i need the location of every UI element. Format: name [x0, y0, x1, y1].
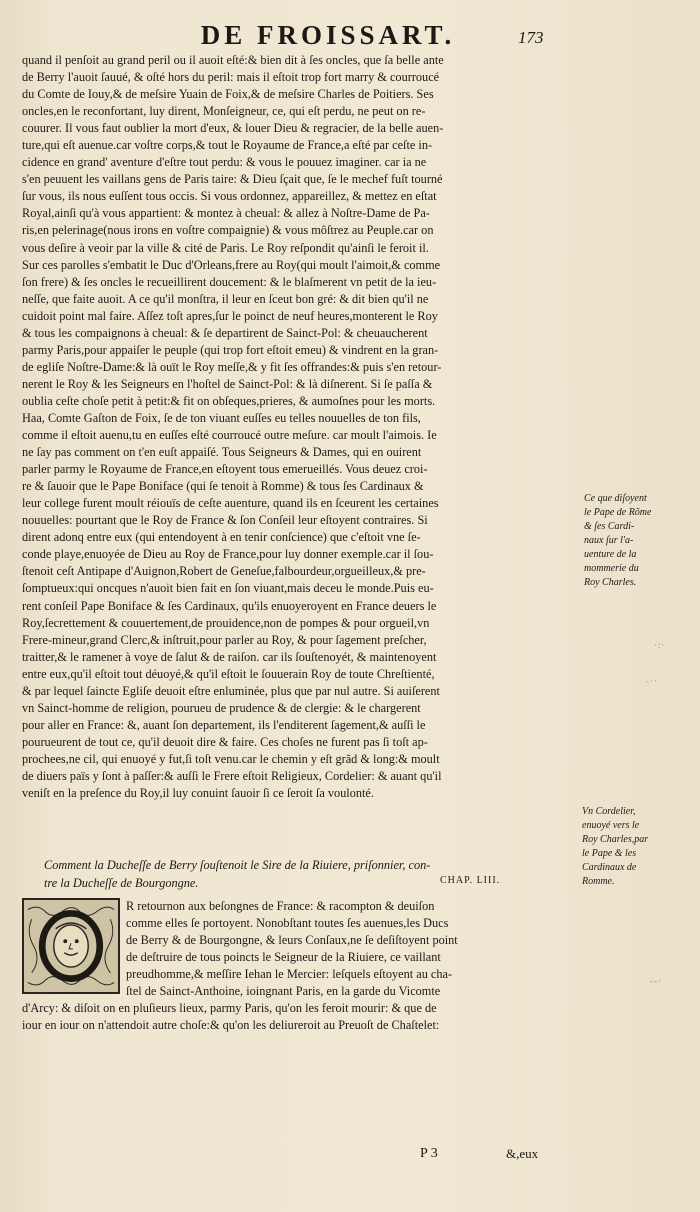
- margin-note-line: Cardinaux de: [582, 862, 637, 873]
- chapter-heading-line: tre la Ducheſſe de Bourgongne.: [44, 875, 199, 890]
- chapter-text-line: de Berry & de Bourgongne, & leurs Conſaux,ne ſe deſiſtoyent point: [126, 933, 458, 948]
- text-line: ſomptueux:qui oncques n'auoit bien fait en ſon viuant,mais deceu le monde.Puis eu-: [22, 581, 434, 596]
- text-line: de Berry l'auoit ſauué, & oſté hors du peril: mais il eſtoit trop fort marry & courroucé: [22, 70, 440, 85]
- text-line: & par lequel ſaincte Egliſe deuoit eſtre enluminée, plus que par nul autre. Si auiſerent: [22, 683, 440, 698]
- text-line: pour aller en France: &, auant ſon departement, ils l'enditerent ſagement,& auſſi le: [22, 717, 426, 732]
- text-line: veniſt en la preſence du Roy,il luy conuint ſauoir ſi ce ſeroit ſa voulonté.: [22, 786, 374, 801]
- text-line: entre eux,qu'il eſtoit tout déuoyé,& qu'il eſtoit le ſouuerain Roy de toute Chreſtienté,: [22, 666, 435, 681]
- chapter-text-line: R retournon aux beſongnes de France: & racompton & deuiſon: [126, 899, 435, 913]
- text-line: oncles,en le reconfortant, luy dirent, Monſeigneur, ce, qui eſt perdu, ne peut on re-: [22, 104, 426, 119]
- text-line: oublia ceſte choſe petit à petit:& fit on obſeques,prieres, & aumoſnes pour les morts.: [22, 393, 436, 408]
- chapter-text-line: preudhomme,& meſſire Iehan le Mercier: leſquels eſtoyent au cha-: [126, 967, 453, 982]
- text-line: nouuelles: pourtant que le Roy de France & ſon Conſeil leur eſtoyent contraires. Si: [22, 513, 428, 528]
- text-line: ſur vous, ils nous euſſent tous occis. Si vous ordonnez, appareillez, & mettez en eſtat: [22, 189, 437, 204]
- text-line: ris,en pelerinage(nous irons en voſtre compaignie) & vous môſtrez au Peuple.car on: [22, 223, 434, 238]
- text-line: neſſe, que faite auoit. A ce qu'il monſtra, il leur en ſceut bon gré: & dit bien qu'il ne: [22, 291, 429, 306]
- margin-note-line: Roy Charles,par: [582, 834, 649, 845]
- text-line: cuidoit point mal faire. Aſſez toſt apres,ſur le poinct de neuf heures,monterent le Roy: [22, 308, 438, 323]
- text-line: rent conſeil Pape Boniface & ſes Cardinaux, qu'ils enuoyeroyent en France deuers le: [22, 598, 437, 613]
- margin-note-line: Ce que diſoyent: [584, 493, 647, 504]
- page-speck: -··: [646, 676, 658, 686]
- margin-note-line: & ſes Cardi-: [584, 521, 635, 532]
- text-line: pourueurent de tout ce, qu'il deuoit dire & faire. Ces choſes ne furent pas ſi toſt ap-: [22, 734, 428, 749]
- text-line: dirent adonq entre eux (qui entendoyent à en tenir conſcience) que c'eſtoit vne ſe-: [22, 530, 421, 545]
- page-speck: --·: [650, 976, 662, 986]
- margin-note-line: le Pape & les: [582, 848, 637, 859]
- text-line: quand il penſoit au grand peril ou il auoit eſté:& bien dit à ſes oncles, que ſa belle ante: [22, 53, 444, 67]
- margin-note-line: Roy Charles.: [584, 577, 637, 588]
- text-line: de diuers païs y ſont à paſſer:& auſſi le Frere eſtoit Religieux, Cordelier: & auant qu'il: [22, 768, 442, 783]
- text-line: couurer. Il vous faut oublier la mort d'eux, & louer Dieu & regracier, de la belle auen-: [22, 121, 444, 136]
- running-title: DE FROISSART.: [200, 20, 456, 50]
- margin-note-line: naux ſur l'a-: [584, 535, 634, 546]
- text-line: & tous les compaignons à cheual: & ſe departirent de Sainct-Pol: & cheuaucherent: [22, 325, 428, 340]
- ornamental-initial-o-icon: [22, 898, 120, 994]
- text-line: vous deſire à veoir par la ville & cité de Paris. Le Roy reſpondit qu'ainſi le feroit il.: [22, 240, 429, 255]
- text-line: ne ſay pas comment on t'en euſt appaiſé. Tous Seigneurs & Dames, qui en ouirent: [22, 445, 422, 460]
- text-line: ture,qui eſt auenue.car voſtre corps,& tout le Royaume de France,a eſté par ceſte in-: [22, 138, 433, 153]
- signature-mark: P 3: [420, 1146, 438, 1161]
- chapter-heading-line: Comment la Ducheſſe de Berry ſouſtenoit le Sire de la Riuiere, priſonnier, con-: [44, 858, 431, 872]
- margin-note-cordelier: [582, 805, 678, 889]
- text-line: vn Sainct-homme de religion, pourueu de prudence & de clergie: & le chargerent: [22, 700, 421, 715]
- text-line: s'en peuuent les vaillans gens de Paris taire: & Dieu ſçait que, ſe le mechef fuſt tourné: [22, 172, 443, 187]
- margin-note-pope-cardinals: [584, 492, 680, 590]
- chapter-text-line: d'Arcy: & diſoit on en pluſieurs lieux, parmy Paris, qu'on les feroit mourir: & que de: [22, 1001, 437, 1016]
- margin-note-line: Romme.: [582, 876, 615, 887]
- chapter-label: CHAP. LIII.: [440, 875, 501, 886]
- text-line: conde playe,enuoyée de Dieu au Roy de France,pour luy donner exemple.car il ſou-: [22, 547, 434, 562]
- margin-note-line: Vn Cordelier,: [582, 806, 636, 817]
- margin-note-line: uenture de la: [584, 549, 637, 560]
- chapter-text-line: iour en iour on n'attendoit autre choſe:& qu'on les deliureroit au Preuoſt de Chaſtelet:: [22, 1018, 440, 1033]
- text-line: parler parmy le Royaume de France,en eſtoyent tous emerueillés. Vous deuez croi-: [22, 462, 428, 477]
- margin-note-line: enuoyé vers le: [582, 820, 640, 831]
- text-line: Roy,ſecrettement & couuertement,de prouidence,non de pompes & pour orgueil,vn: [22, 615, 430, 630]
- page-footer: [0, 1146, 700, 1170]
- page-number: 173: [518, 28, 544, 47]
- chapter-text-line: comme elles ſe portoyent. Nonobſtant toutes ſes auenues,les Ducs: [126, 916, 449, 931]
- margin-note-line: mommerie du: [584, 563, 639, 574]
- text-line: ſon frere) & ſes oncles le recueillirent doucement: & le blaſmerent vn petit de la ieu-: [22, 274, 437, 289]
- catchword: &,eux: [506, 1146, 539, 1161]
- text-line: parmy Paris,pour appaiſer le peuple (qui trop fort eſtoit emeu) & vindrent en la gran-: [22, 342, 439, 357]
- chapter-text-line: ſtel de Sainct-Anthoine, ioingnant Paris, en la garde du Vicomte: [126, 984, 441, 999]
- text-line: de egliſe Noſtre-Dame:& là ouït le Roy meſſe,& y fit ſes offrandes:& puis s'en retour-: [22, 359, 442, 374]
- text-line: re & ſauoir que le Pape Boniface (qui ſe tenoit à Romme) & tous ſes Cardinaux &: [22, 479, 424, 494]
- text-line: Sur ces parolles s'embatit le Duc d'Orleans,frere au Roy(qui moult l'aimoit,& comme: [22, 257, 441, 272]
- running-header: [0, 20, 700, 54]
- chapter-text-line: de deſtruire de tous poincts le Seigneur de la Riuiere, ce vaillant: [126, 950, 441, 965]
- text-line: ſtenoit ceſt Antipape d'Auignon,Robert de Geneſue,falbourdeur,orgueilleux,& pre-: [22, 564, 426, 579]
- text-line: comme il eſtoit auenu,tu en euſſes eſté courroucé outre meſure. car moult l'aimois. Ie: [22, 428, 437, 443]
- text-line: nerent le Roy & les Seigneurs en l'hoſtel de Sainct-Pol: & là diſnerent. Si ſe paſſa &: [22, 376, 433, 391]
- text-line: du Comte de Iouy,& de meſsire Yuain de Foix,& de meſsire Charles de Poitiers. Ses: [22, 87, 434, 102]
- text-line: Haa, Comte Gaſton de Foix, ſe de ton viuant euſſes eu telles nouuelles de ton fils,: [22, 410, 421, 425]
- text-line: prochees,ne cil, qui enuoyé y fut,ſi toſt venu.car le chemin y eſt grãd & long:& moult: [22, 751, 440, 766]
- text-line: Royal,ainſi qu'à vous appartient: & montez à cheual: & allez à Noſtre-Dame de Pa-: [22, 206, 430, 221]
- main-text-block: [22, 52, 552, 802]
- text-line: leur college furent moult réiouïs de ceſte auenture, quand ils en ſceurent les certaines: [22, 496, 439, 511]
- text-line: Frere-mineur,grand Clerc,& inſtruit,pour parler au Roy, & pour ſagement preſcher,: [22, 632, 427, 647]
- text-line: cidence en grand' aventure d'eſtre tout perdu: & vous le pouuez imaginer. car ia ne: [22, 155, 427, 170]
- text-line: traitter,& le ramener à voye de ſalut & de raiſon. car ils ſouſtenoyét, & maintenoyent: [22, 649, 437, 664]
- margin-note-line: le Pape de Rõme: [584, 507, 652, 518]
- page-speck: ·:·: [654, 640, 666, 650]
